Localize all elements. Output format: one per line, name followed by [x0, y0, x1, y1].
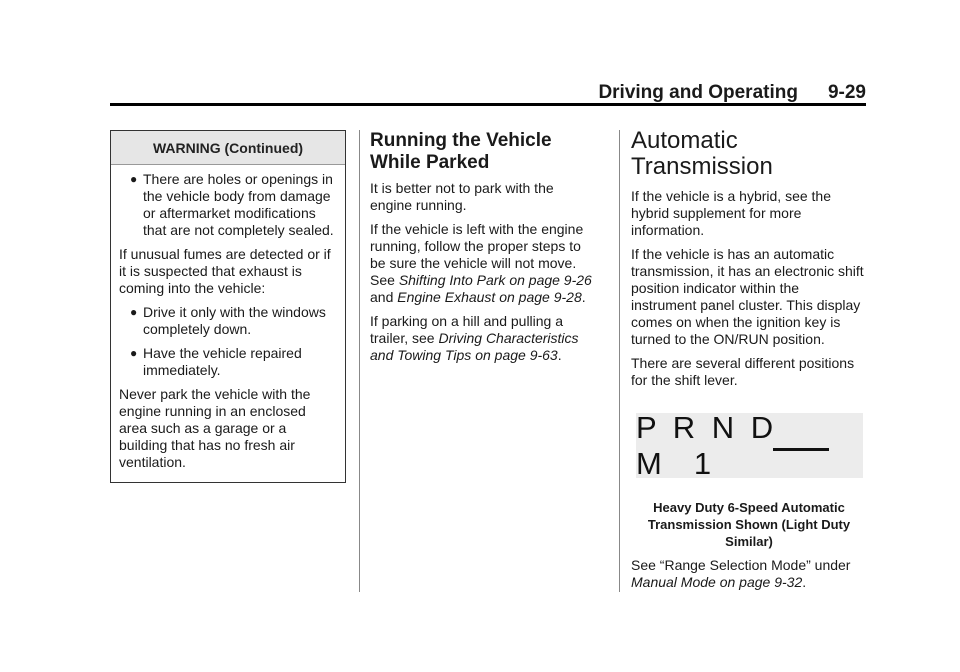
range-selection-reference: [631, 557, 867, 591]
figure-caption: Heavy Duty 6-Speed Automatic Transmission Shown (Light Duty Similar): [647, 500, 851, 549]
warning-box: [110, 130, 346, 483]
shift-positions-text: P R N D M: [636, 409, 778, 481]
shift-position-display: [636, 409, 863, 481]
current-gear-number: 1: [693, 445, 716, 481]
running-paragraph-2: [370, 221, 596, 306]
running-paragraph-3: [370, 313, 596, 364]
warning-paragraph-fumes: If unusual fumes are detected or if it is suspected that exhaust is coming into the vehicle:: [119, 246, 331, 296]
bullet-icon: ●: [130, 346, 138, 360]
running-p2-and: and: [370, 289, 394, 305]
running-p3-end: .: [557, 347, 562, 363]
warning-bullet-text: Drive it only with the windows completely down.: [143, 304, 326, 337]
header-rule: [110, 103, 866, 106]
warning-body: [111, 165, 345, 471]
link-manual-mode[interactable]: Manual Mode on page 9-32: [631, 574, 803, 590]
warning-bullet-text: Have the vehicle repaired immediately.: [143, 345, 302, 378]
section-title: Driving and Operating: [598, 82, 798, 103]
warning-bullet-holes: [119, 171, 337, 239]
column-divider: [619, 130, 620, 592]
link-engine-exhaust[interactable]: Engine Exhaust on page 9-28: [397, 289, 582, 305]
see-end: .: [802, 574, 807, 590]
automatic-heading: Automatic Transmission: [631, 127, 773, 180]
automatic-section: [631, 128, 867, 396]
warning-title: WARNING (Continued): [111, 131, 345, 165]
shift-display-readout: [636, 410, 863, 482]
link-shifting-into-park[interactable]: Shifting Into Park on page 9-26: [398, 272, 592, 288]
page-number: 9-29: [827, 82, 866, 103]
warning-bullet-text: There are holes or openings in the vehicle body from damage or aftermarket modifications that are not completely sealed.: [143, 171, 334, 238]
bullet-icon: ●: [130, 172, 138, 186]
running-p2-end: .: [581, 289, 586, 305]
automatic-paragraph-1: If the vehicle is a hybrid, see the hybrid supplement for more information.: [631, 188, 831, 238]
see-text: See “Range Selection Mode” under: [631, 557, 851, 573]
running-p2-text: If the vehicle is left with the engine running, follow the proper steps to be sure the vehicle will not move. See: [370, 221, 584, 288]
running-heading: Running the Vehicle While Parked: [370, 130, 552, 173]
automatic-paragraph-3: There are several different positions for the shift lever.: [631, 355, 855, 388]
running-section: [370, 130, 596, 371]
running-p3-text: If parking on a hill and pulling a trailer, see: [370, 313, 564, 346]
warning-paragraph-garage: Never park the vehicle with the engine running in an enclosed area such as a garage or a building that has no fresh air ventilation.: [119, 386, 311, 470]
automatic-paragraph-2: If the vehicle is has an automatic transmission, it has an electronic shift position indicator within the instrument panel cluster. This display comes on when the ignition key is turned to the ON/RUN position.: [631, 246, 864, 347]
manual-mode-underline: [773, 448, 829, 451]
bullet-icon: ●: [130, 305, 138, 319]
warning-bullet-repair: [119, 345, 337, 379]
running-paragraph-1: It is better not to park with the engine running.: [370, 180, 554, 213]
link-driving-characteristics[interactable]: Driving Characteristics and Towing Tips on page 9-63: [370, 330, 579, 363]
column-divider: [359, 130, 360, 592]
warning-bullet-windows: [119, 304, 337, 338]
page-header: [110, 80, 866, 104]
